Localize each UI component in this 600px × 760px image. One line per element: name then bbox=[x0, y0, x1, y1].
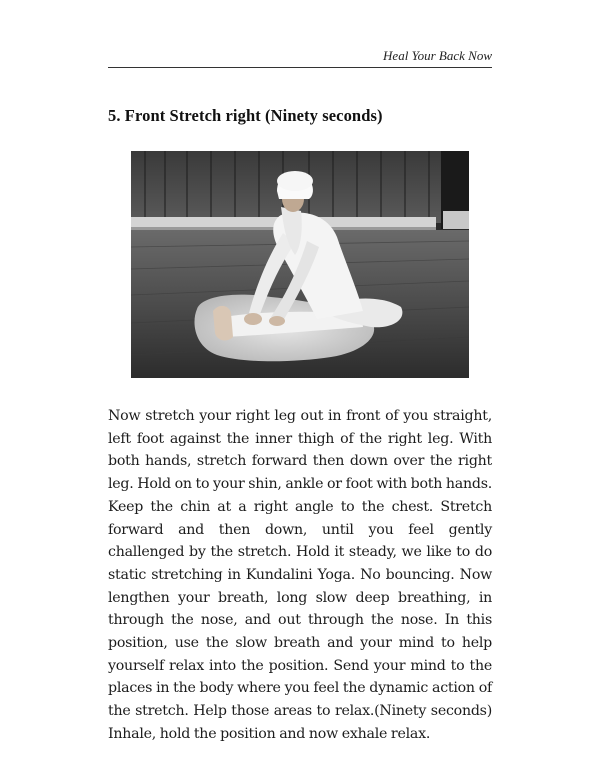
person-front-stretch-photo bbox=[131, 151, 469, 378]
header-rule bbox=[108, 67, 492, 68]
exercise-photo bbox=[131, 151, 469, 378]
body-paragraph: Now stretch your right leg out in front of you straight, left foot against the inner thigh of the right leg. With both hands, stretch forward then down over the right leg. Hold on to your shin, ankle or foot with both hands. Keep the chin at a right angle to the chest. Stretch forward and then down, until you feel gently challenged by the stretch. Hold it steady, we like to do static stretching in Kundalini Yoga. No bouncing. Now lengthen your breath, long slow deep breathing, in through the nose, and out through the nose. In this position, use the slow breath and your mind to help yourself relax into the position. Send your mind to the places in the body where you feel the dynamic action of the stretch. Help those areas to relax.(Ninety seconds) Inhale, hold the position and now exhale relax. bbox=[108, 408, 492, 742]
section-title: 5. Front Stretch right (Ninety seconds) bbox=[108, 106, 383, 125]
running-header: Heal Your Back Now bbox=[383, 48, 492, 63]
